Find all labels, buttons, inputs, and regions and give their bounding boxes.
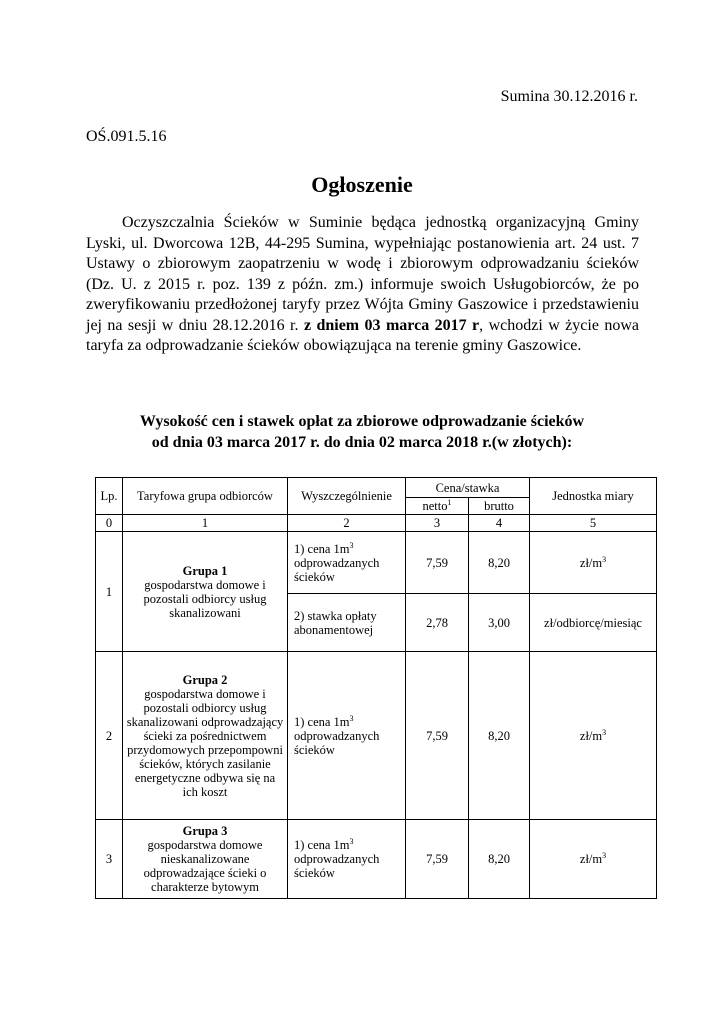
header-unit: Jednostka miary — [530, 478, 657, 515]
row-lp: 1 — [96, 532, 123, 652]
body-text-part2: , wchodzi w życie nowa taryfa za odprowadzanie ścieków obowiązująca na terenie gminy Gaszowice. — [86, 316, 639, 354]
header-netto: netto$^1$ — [406, 498, 469, 515]
header-brutto: brutto — [469, 498, 530, 515]
group-cell — [123, 652, 288, 820]
header-group: Taryfowa grupa odbiorców — [123, 478, 288, 515]
brutto-cell: 8,20 — [469, 532, 530, 594]
unit-cell: zł/odbiorcę/miesiąc — [530, 594, 657, 652]
row-lp: 2 — [96, 652, 123, 820]
spec-cell: 2) stawka opłaty abonamentowej — [288, 594, 406, 652]
spec-cell: 1) cena $1m^3$ odprowadzanych ścieków — [288, 652, 406, 820]
row-lp: 3 — [96, 820, 123, 899]
document-title: Ogłoszenie — [311, 172, 413, 197]
spec-cell: 1) cena $1m^3$ odprowadzanych ścieków — [288, 820, 406, 899]
header-lp: Lp. — [96, 478, 123, 515]
tariff-heading-line2: od dnia 03 marca 2017 r. do dnia 02 marca 2018 r.(w złotych): — [151, 434, 573, 451]
col-number: 5 — [530, 515, 657, 532]
col-number: 3 — [406, 515, 469, 532]
document-reference: OŚ.091.5.16 — [86, 128, 167, 145]
body-text-bold-date: z dniem 03 marca 2017 r — [303, 316, 480, 334]
brutto-cell: 8,20 — [469, 652, 530, 820]
tariff-heading-line1: Wysokość cen i stawek opłat za zbiorowe odprowadzanie ścieków — [139, 413, 585, 430]
group-description: gospodarstwa domowe nieskanalizowane odprowadzające ścieki o charakterze bytowym — [143, 838, 267, 894]
announcement-body — [86, 213, 639, 357]
table-row — [96, 532, 657, 594]
body-text-part1: Oczyszczalnia Ścieków w Suminie będąca jednostką organizacyjną Gminy Lyski, ul. Dworcowa 12B, 44-295 Sumina, wypełniając postanowienia art. 24 ust. 7 Ustawy o zbiorowym zaopatrzeniu w wodę i zbiorowym odprowadzaniu ścieków (Dz. U. z 2015 r. poz. 139 z późn. zm.) informuje swoich Usługobiorców, że po zweryfikowaniu przedłożonej taryfy przez Wójta Gminy Gaszowice i przedstawieniu jej na sesji w dniu 28.12.2016 r. — [86, 214, 639, 334]
netto-cell: 7,59 — [406, 652, 469, 820]
col-number: 1 — [123, 515, 288, 532]
header-spec: Wyszczególnienie — [288, 478, 406, 515]
group-name: Grupa 3 — [182, 824, 228, 838]
netto-cell: 7,59 — [406, 820, 469, 899]
table-header-row — [96, 478, 657, 498]
brutto-cell: 8,20 — [469, 820, 530, 899]
table-row — [96, 820, 657, 899]
netto-cell: 2,78 — [406, 594, 469, 652]
table-row — [96, 652, 657, 820]
group-description: gospodarstwa domowe i pozostali odbiorcy usług skanalizowani odprowadzający ścieki za pośrednictwem przydomowych przepompowni ścieków, których zasilanie energetyczne odbywa się na ich koszt — [126, 686, 284, 799]
group-name: Grupa 2 — [182, 672, 228, 687]
group-cell — [123, 532, 288, 652]
tariff-heading — [0, 411, 724, 453]
unit-cell: $zł/m^3$ — [530, 532, 657, 594]
netto-cell: 7,59 — [406, 532, 469, 594]
col-number: 2 — [288, 515, 406, 532]
unit-cell: $zł/m^3$ — [530, 652, 657, 820]
unit-cell: $zł/m^3$ — [530, 820, 657, 899]
document-date: Sumina 30.12.2016 r. — [500, 88, 638, 105]
header-price: Cena/stawka — [406, 478, 530, 498]
spec-cell: 1) cena $1m^3$ odprowadzanych ścieków — [288, 532, 406, 594]
col-number: 4 — [469, 515, 530, 532]
column-number-row — [96, 515, 657, 532]
col-number: 0 — [96, 515, 123, 532]
group-name: Grupa 1 — [182, 563, 228, 578]
tariff-table — [95, 477, 657, 899]
brutto-cell: 3,00 — [469, 594, 530, 652]
group-description: gospodarstwa domowe i pozostali odbiorcy usług skanalizowani — [143, 577, 267, 620]
group-cell — [123, 820, 288, 899]
